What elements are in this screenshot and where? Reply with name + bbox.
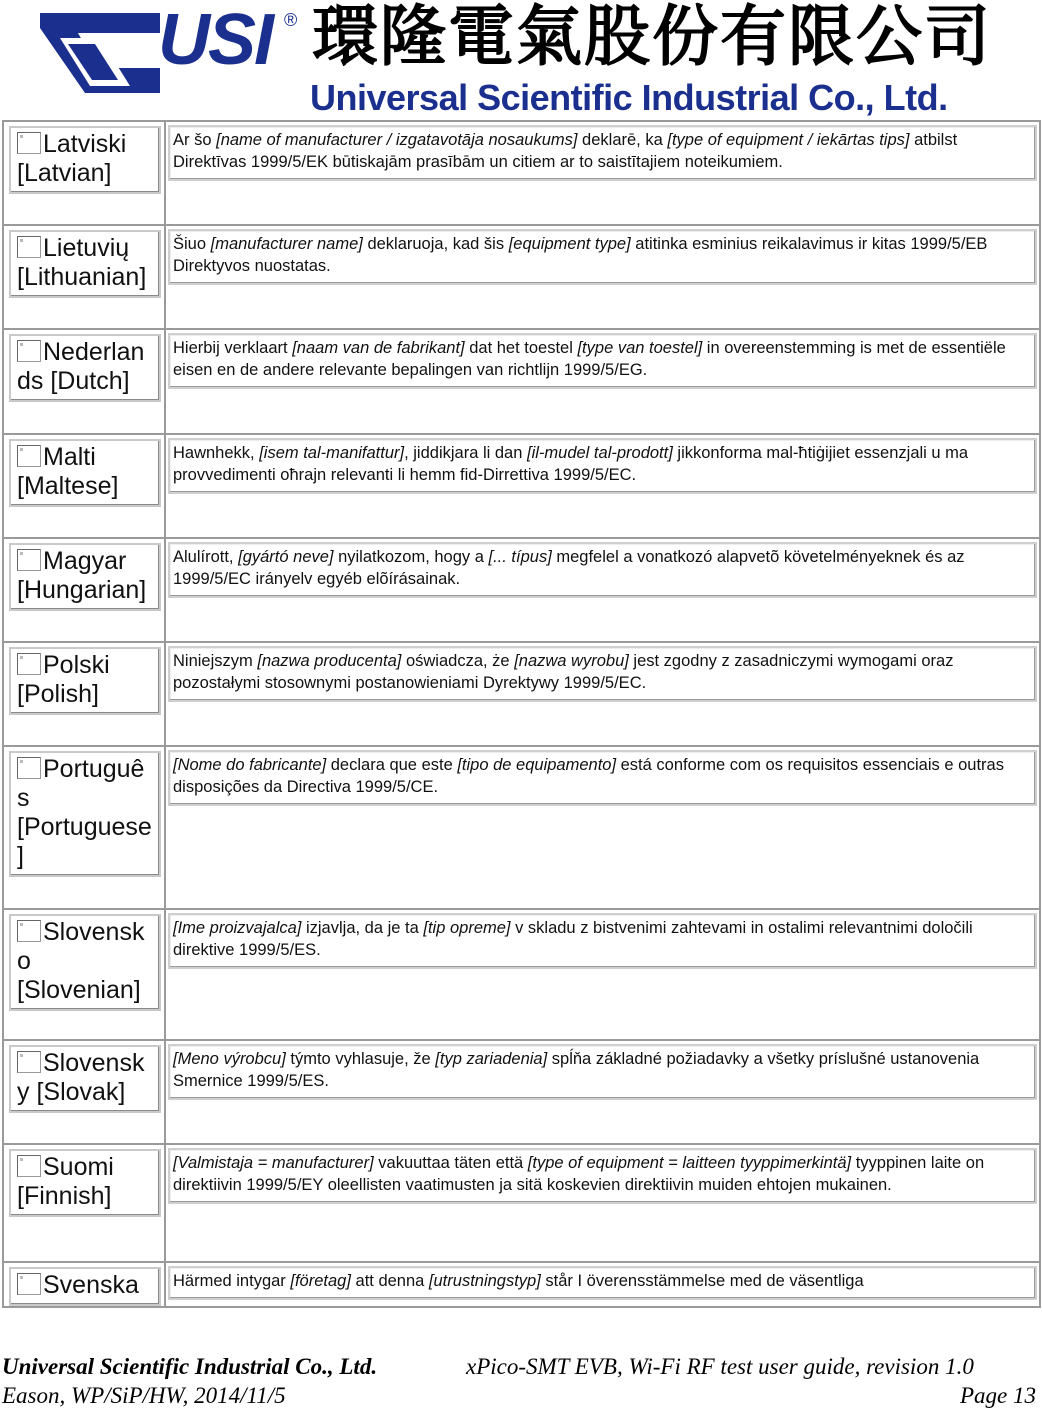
footer-author: Eason, WP/SiP/HW, 2014/11/5 <box>2 1383 286 1408</box>
placeholder-text: [manufacturer name] <box>210 235 363 253</box>
placeholder-text: [nazwa wyrobu] <box>514 652 629 670</box>
placeholder-text: [naam van de fabrikant] <box>292 339 465 357</box>
declaration-cell <box>166 747 1039 908</box>
language-label-box <box>9 1149 161 1217</box>
image-placeholder-icon <box>17 1051 41 1073</box>
language-cell <box>4 1041 166 1143</box>
language-label-box <box>9 751 161 877</box>
placeholder-text: [Ime proizvajalca] <box>173 919 302 937</box>
language-cell <box>4 539 166 641</box>
language-name: Malti [Maltese] <box>17 443 119 500</box>
placeholder-text: [nazwa producenta] <box>257 652 402 670</box>
declaration-text <box>168 1044 1037 1100</box>
table-row <box>4 226 1039 330</box>
placeholder-text: [il-mudel tal-prodott] <box>527 444 673 462</box>
declaration-fragment: Härmed intygar <box>173 1272 291 1290</box>
language-label-box <box>9 126 161 194</box>
language-label-box <box>9 439 161 507</box>
language-cell <box>4 122 166 224</box>
declaration-fragment: nyilatkozom, hogy a <box>333 548 489 566</box>
language-cell <box>4 435 166 537</box>
table-row <box>4 1145 1039 1263</box>
language-label-box <box>9 543 161 611</box>
declaration-fragment: declara que este <box>326 756 458 774</box>
declaration-cell <box>166 643 1039 745</box>
declaration-fragment: dat het toestel <box>464 339 578 357</box>
image-placeholder-icon <box>17 1273 41 1295</box>
declaration-fragment: izjavlja, da je ta <box>301 919 424 937</box>
registered-mark: ® <box>284 10 298 30</box>
declaration-cell <box>166 910 1039 1039</box>
declaration-text <box>168 333 1037 389</box>
declaration-cell <box>166 435 1039 537</box>
language-name: Lietuvių [Lithuanian] <box>17 234 147 291</box>
declaration-table <box>2 120 1041 1308</box>
placeholder-text: [type of equipment = laitteen tyyppimerkintä] <box>527 1154 852 1172</box>
language-label-box <box>9 914 161 1011</box>
language-cell <box>4 643 166 745</box>
language-cell <box>4 226 166 328</box>
table-row <box>4 1263 1039 1308</box>
declaration-text <box>168 125 1037 181</box>
placeholder-text: [företag] <box>290 1272 351 1290</box>
declaration-text <box>168 1266 1037 1300</box>
language-label-box <box>9 1267 161 1306</box>
language-cell <box>4 1263 166 1308</box>
language-cell <box>4 330 166 433</box>
language-name: Latviski [Latvian] <box>17 130 127 187</box>
company-name-chinese: 環隆電氣股份有限公司 <box>312 0 992 75</box>
declaration-text <box>168 913 1037 969</box>
declaration-fragment: megfelel a vonatkozó alapvetõ követelményeknek és az 1999/5/EC irányelv egyéb elõírásainak. <box>173 548 965 588</box>
language-name: Slovensk o [Slovenian] <box>17 918 145 1004</box>
footer-page-number: Page 13 <box>959 1383 1036 1408</box>
language-name: Portuguê s [Portuguese ] <box>17 755 152 870</box>
language-name: Slovensk y [Slovak] <box>17 1049 145 1106</box>
placeholder-text: [tip opreme] <box>423 919 511 937</box>
image-placeholder-icon <box>17 653 41 675</box>
placeholder-text: [Meno výrobcu] <box>173 1050 286 1068</box>
declaration-cell <box>166 122 1039 224</box>
placeholder-text: [isem tal-manifattur] <box>259 444 405 462</box>
declaration-cell <box>166 330 1039 433</box>
language-name: Svenska <box>43 1271 139 1299</box>
declaration-text <box>168 438 1037 494</box>
declaration-cell <box>166 1041 1039 1143</box>
placeholder-text: [gyártó neve] <box>238 548 334 566</box>
declaration-fragment: jikkonforma mal-ħtiġijiet essenzjali u ma provvedimenti oħrajn relevanti li hemm fid-Dirrettiva 1999/5/EC. <box>173 444 969 484</box>
declaration-cell <box>166 1145 1039 1261</box>
image-placeholder-icon <box>17 132 41 154</box>
image-placeholder-icon <box>17 920 41 942</box>
placeholder-text: [utrustningstyp] <box>428 1272 541 1290</box>
usi-logo-icon <box>40 8 160 103</box>
language-name: Nederlan ds [Dutch] <box>17 338 145 395</box>
declaration-fragment: deklaruoja, kad šis <box>362 235 509 253</box>
declaration-fragment: oświadcza, że <box>401 652 515 670</box>
declaration-fragment: atbilst Direktīvas 1999/5/EK būtiskajām prasībām un citiem ar to saistītajiem noteikumiem. <box>173 131 958 171</box>
language-cell <box>4 1145 166 1261</box>
language-label-box <box>9 334 161 402</box>
declaration-fragment: atitinka esminius reikalavimus ir kitas 1999/5/EB Direktyvos nuostatas. <box>173 235 988 275</box>
company-name-english: Universal Scientific Industrial Co., Ltd. <box>310 77 948 118</box>
declaration-fragment: tyyppinen laite on direktiivin 1999/5/EY oleellisten vaatimusten ja sitä koskevien direktiivin muiden ehtojen mukainen. <box>173 1154 985 1194</box>
declaration-cell <box>166 1263 1039 1308</box>
declaration-fragment: jest zgodny z zasadniczymi wymogami oraz pozostałymi stosownymi postanowieniami Dyrektywy 1999/5/EC. <box>173 652 954 692</box>
placeholder-text: [name of manufacturer / izgatavotāja nosaukums] <box>216 131 578 149</box>
table-row <box>4 539 1039 643</box>
declaration-fragment: Šiuo <box>173 235 211 253</box>
table-row <box>4 122 1039 226</box>
placeholder-text: [type of equipment / iekārtas tips] <box>667 131 910 149</box>
placeholder-text: [Nome do fabricante] <box>173 756 327 774</box>
placeholder-text: [typ zariadenia] <box>435 1050 548 1068</box>
page-footer <box>0 1350 1042 1410</box>
table-row <box>4 330 1039 435</box>
declaration-fragment: står I överensstämmelse med de väsentliga <box>540 1272 864 1290</box>
table-row <box>4 910 1039 1041</box>
declaration-text <box>168 750 1037 806</box>
declaration-fragment: Hawnhekk, <box>173 444 260 462</box>
declaration-cell <box>166 539 1039 641</box>
language-name: Suomi [Finnish] <box>17 1153 114 1210</box>
declaration-fragment: týmto vyhlasuje, že <box>285 1050 436 1068</box>
declaration-fragment: vakuuttaa täten että <box>373 1154 528 1172</box>
declaration-fragment: Ar šo <box>173 131 217 149</box>
image-placeholder-icon <box>17 340 41 362</box>
image-placeholder-icon <box>17 445 41 467</box>
placeholder-text: [type van toestel] <box>577 339 703 357</box>
table-row <box>4 1041 1039 1145</box>
placeholder-text: [equipment type] <box>508 235 631 253</box>
declaration-text <box>168 1148 1037 1204</box>
language-name: Magyar [Hungarian] <box>17 547 147 604</box>
image-placeholder-icon <box>17 1155 41 1177</box>
table-row <box>4 435 1039 539</box>
declaration-fragment: spĺňa základné požiadavky a všetky príslušné ustanovenia Smernice 1999/5/ES. <box>173 1050 980 1090</box>
declaration-fragment: att denna <box>350 1272 429 1290</box>
declaration-text <box>168 542 1037 598</box>
language-cell <box>4 910 166 1039</box>
placeholder-text: [Valmistaja = manufacturer] <box>173 1154 374 1172</box>
declaration-fragment: Alulírott, <box>173 548 239 566</box>
language-label-box <box>9 1045 161 1113</box>
placeholder-text: [tipo de equipamento] <box>457 756 617 774</box>
declaration-cell <box>166 226 1039 328</box>
image-placeholder-icon <box>17 757 41 779</box>
language-cell <box>4 747 166 908</box>
image-placeholder-icon <box>17 236 41 258</box>
declaration-fragment: deklarē, ka <box>577 131 668 149</box>
table-row <box>4 747 1039 910</box>
declaration-fragment: , jiddikjara li dan <box>404 444 527 462</box>
declaration-fragment: está conforme com os requisitos essenciais e outras disposições da Directiva 1999/5/CE. <box>173 756 1004 796</box>
declaration-text <box>168 646 1037 702</box>
language-name: Polski [Polish] <box>17 651 110 708</box>
footer-document-title: xPico-SMT EVB, Wi-Fi RF test user guide, revision 1.0 <box>466 1354 974 1379</box>
declaration-fragment: v skladu z bistvenimi zahtevami in ostalimi relevantnimi določili direktive 1999/5/ES. <box>173 919 973 959</box>
language-label-box <box>9 230 161 298</box>
declaration-fragment: in overeenstemming is met de essentiële eisen en de andere relevante bepalingen van richtlijn 1999/5/EG. <box>173 339 1006 379</box>
declaration-fragment: Niniejszym <box>173 652 258 670</box>
placeholder-text: [... típus] <box>488 548 552 566</box>
footer-company: Universal Scientific Industrial Co., Ltd. <box>2 1354 378 1379</box>
page-header <box>0 0 1042 125</box>
table-row <box>4 643 1039 747</box>
logo-wordmark: USI <box>158 0 273 80</box>
image-placeholder-icon <box>17 549 41 571</box>
declaration-fragment: Hierbij verklaart <box>173 339 293 357</box>
declaration-text <box>168 229 1037 285</box>
language-label-box <box>9 647 161 715</box>
